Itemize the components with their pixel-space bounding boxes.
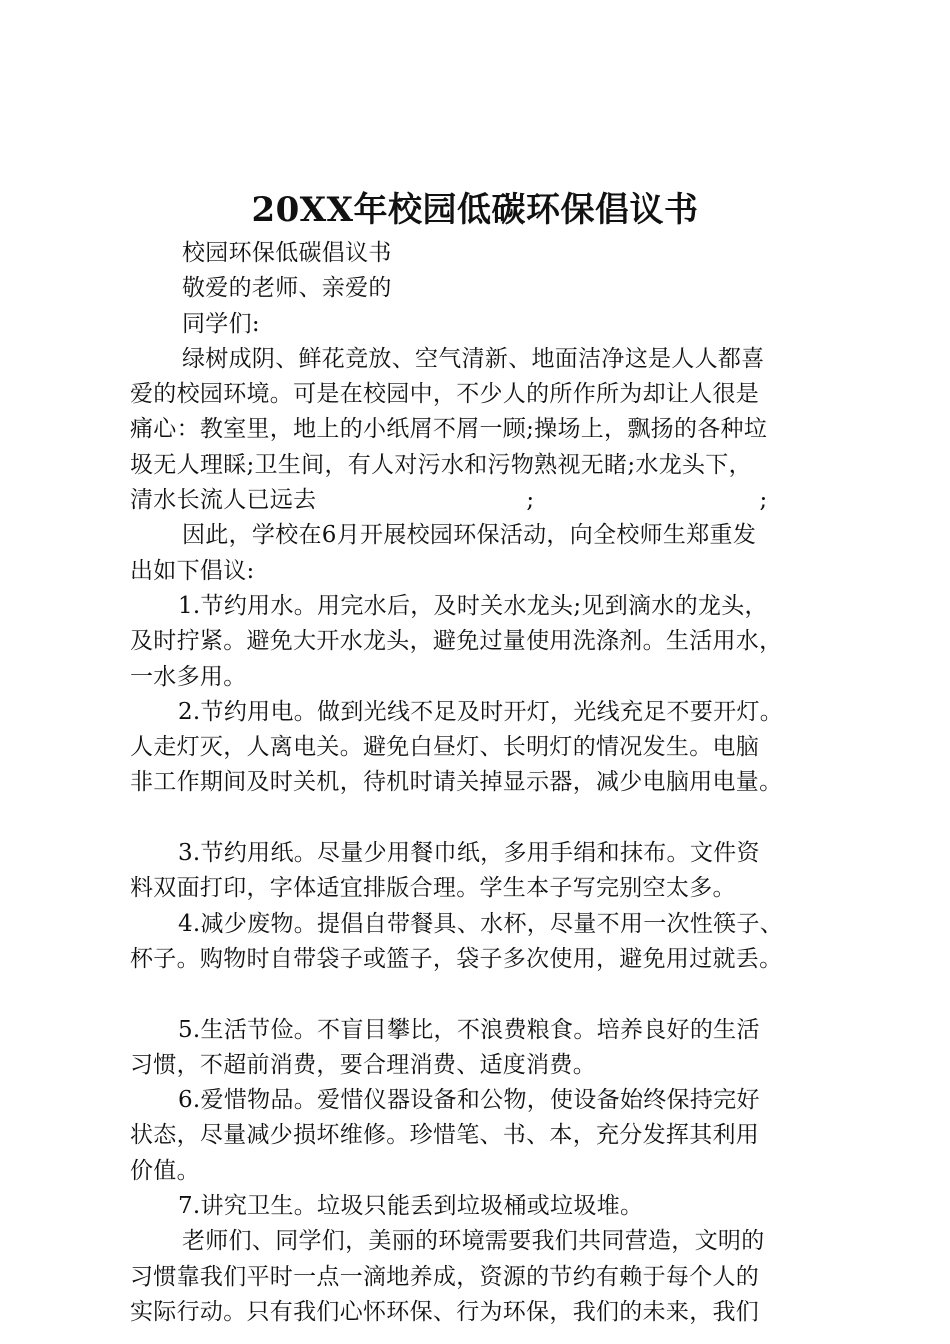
item-line: 2.节约用电。做到光线不足及时开灯，光线充足不要开灯。 (178, 698, 784, 725)
item-line: 非工作期间及时关机，待机时请关掉显示器，减少电脑用电量。 (130, 769, 783, 796)
paragraph-line: 绿树成阴、鲜花竞放、空气清新、地面洁净这是人人都喜 (182, 345, 765, 372)
item-line: 7.讲究卫生。垃圾只能丢到垃圾桶或垃圾堆。 (178, 1193, 644, 1220)
proposal-item-5 (130, 1013, 835, 1084)
paragraph-line: 痛心：教室里，地上的小纸屑不屑一顾;操场上，飘扬的各种垃 (130, 416, 768, 443)
proposal-item-3 (130, 836, 835, 907)
paragraph-line: 圾无人理睬;卫生间，有人对污水和污物熟视无睹;水龙头下， (130, 451, 752, 478)
paragraph-line: 出如下倡议: (130, 557, 255, 584)
semicolon: ; (759, 487, 768, 514)
salutation-line-2: 同学们: (182, 310, 260, 337)
item-line: 人走灯灭，人离电关。避免白昼灯、长明灯的情况发生。电脑 (130, 734, 760, 761)
proposal-item-4 (130, 907, 835, 1013)
proposal-item-2 (130, 695, 835, 836)
salutation-line-1: 敬爱的老师、亲爱的 (182, 275, 392, 302)
paragraph-intro (130, 342, 835, 518)
paragraph-closing (130, 1224, 835, 1330)
item-line: 5.生活节俭。不盲目攀比，不浪费粮食。培养良好的生活 (178, 1016, 760, 1043)
paragraph-text: 清水长流人已远去 (130, 487, 317, 514)
blank-line (130, 977, 835, 1012)
paragraph-line: 因此，学校在6月开展校园环保活动，向全校师生郑重发 (182, 522, 757, 549)
proposal-item-6 (130, 1083, 835, 1189)
semicolon: ; (526, 487, 535, 514)
item-line: 6.爱惜物品。爱惜仪器设备和公物，使设备始终保持完好 (178, 1087, 760, 1114)
item-line: 1.节约用水。用完水后，及时关水龙头;见到滴水的龙头， (178, 592, 768, 619)
document-title: 20XX年校园低碳环保倡议书 (251, 190, 699, 230)
paragraph-proposal (130, 518, 835, 589)
paragraph-line: 实际行动。只有我们心怀环保、行为环保，我们的未来，我们 (130, 1298, 760, 1325)
item-line: 习惯，不超前消费，要合理消费、适度消费。 (130, 1051, 596, 1078)
paragraph-line: 爱的校园环境。可是在校园中，不少人的所作所为却让人很是 (130, 381, 760, 408)
item-line: 价值。 (130, 1157, 200, 1184)
item-line: 4.减少废物。提倡自带餐具、水杯，尽量不用一次性筷子、 (178, 910, 784, 937)
proposal-item-1 (130, 589, 835, 695)
paragraph-line (130, 483, 835, 518)
item-line: 及时拧紧。避免大开水龙头，避免过量使用洗涤剂。生活用水， (130, 628, 783, 655)
item-line: 3.节约用纸。尽量少用餐巾纸，多用手绢和抹布。文件资 (178, 840, 760, 867)
subtitle: 校园环保低碳倡议书 (182, 240, 392, 266)
item-line: 料双面打印，字体适宜排版合理。学生本子写完别空太多。 (130, 875, 736, 902)
paragraph-line: 习惯靠我们平时一点一滴地养成，资源的节约有赖于每个人的 (130, 1263, 760, 1290)
paragraph-line: 老师们、同学们，美丽的环境需要我们共同营造，文明的 (182, 1228, 765, 1255)
proposal-item-7 (130, 1189, 835, 1224)
item-line: 杯子。购物时自带袋子或篮子，袋子多次使用，避免用过就丢。 (130, 945, 783, 972)
blank-line (130, 801, 835, 836)
item-line: 状态，尽量减少损坏维修。珍惜笔、书、本，充分发挥其利用 (130, 1122, 760, 1149)
document-body (130, 236, 835, 1330)
item-line: 一水多用。 (130, 663, 247, 690)
